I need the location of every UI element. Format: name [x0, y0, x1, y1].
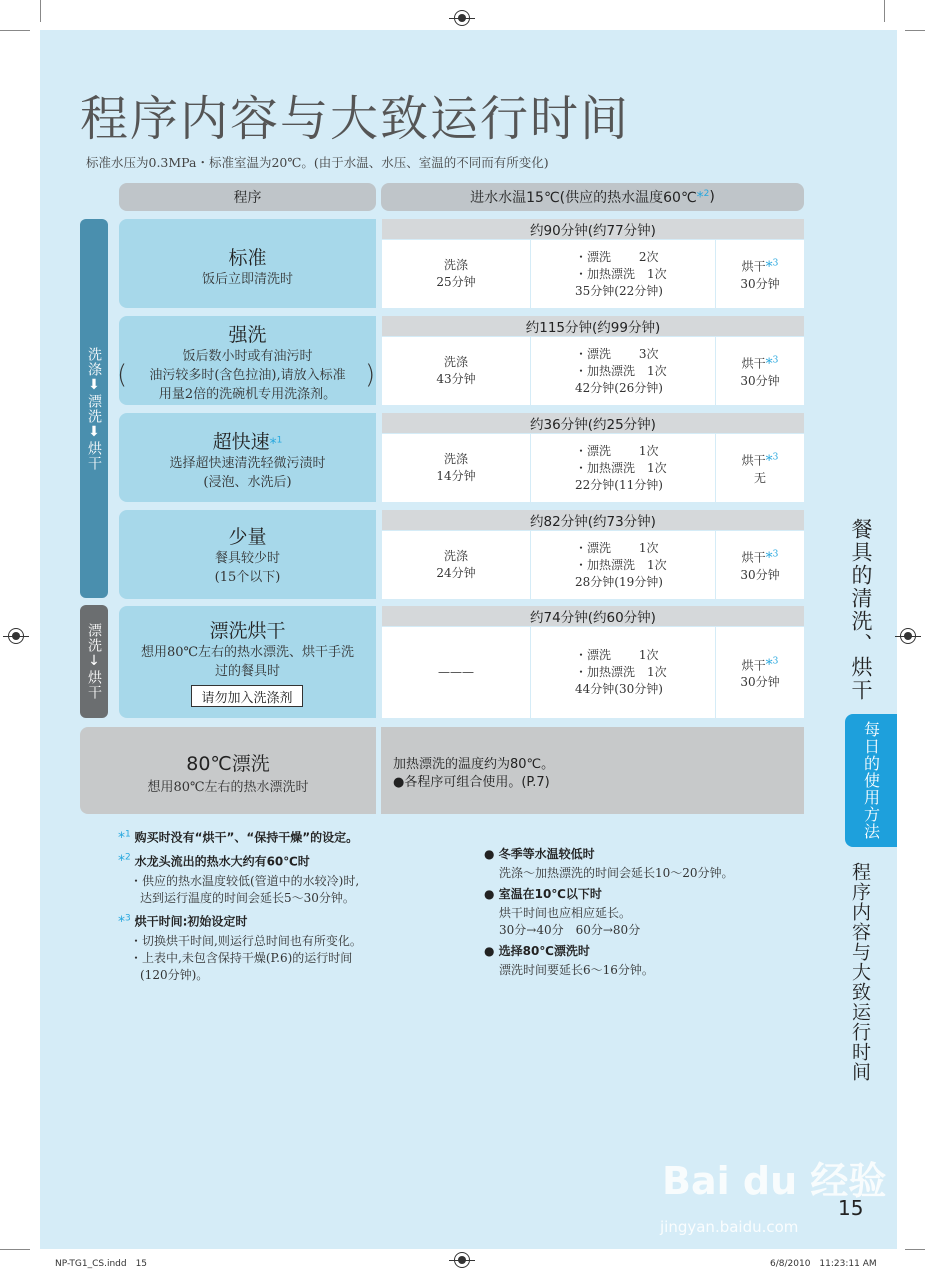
no-detergent-label: 请勿加入洗涤剂 [191, 685, 303, 707]
program-desc: 想用80℃左右的热水漂洗、烘干手洗 [140, 645, 355, 660]
side-section-title: 餐具的清洗、烘干 [849, 518, 873, 702]
registration-mark-icon [454, 1252, 470, 1268]
sidebar-rinse-dry: 漂洗↓烘干 [80, 605, 108, 718]
program-desc: 想用80℃左右的热水漂洗时 [147, 780, 309, 795]
program-name: 强洗 [228, 324, 267, 346]
duration-bar: 约36分钟(约25分钟) [382, 413, 804, 433]
registration-mark-icon [8, 628, 24, 644]
page-subtitle: 标准水压为0.3MPa・标准室温为20℃。(由于水温、水压、室温的不同而有所变化) [86, 155, 549, 170]
dry-cell: 烘干*$^3$ 30分钟 [716, 337, 804, 405]
wash-cell: 洗涤 14分钟 [382, 434, 530, 502]
crop-mark [0, 1249, 30, 1250]
wash-cell: ——— [382, 627, 530, 718]
registration-mark-icon [454, 10, 470, 26]
program-desc: (15个以下) [214, 570, 281, 585]
program-name: 标准 [228, 247, 267, 269]
crop-mark [905, 30, 925, 31]
asterisk-icon: *$^3$ [765, 656, 779, 674]
asterisk-icon: *$^1$ [269, 435, 283, 452]
program-name: 80℃漂洗 [186, 753, 270, 775]
registration-mark-icon [900, 628, 916, 644]
dry-cell: 烘干*$^3$ 30分钟 [716, 531, 804, 599]
baidu-watermark-url: jingyan.baidu.com [660, 1218, 799, 1236]
program-name: 少量 [228, 526, 267, 548]
dry-cell: 烘干*$^3$ 无 [716, 434, 804, 502]
wash-cell: 洗涤 25分钟 [382, 240, 530, 308]
side-tab-daily-use[interactable]: 每日的使用方法 [845, 714, 897, 847]
asterisk-icon: *$^3$ [765, 452, 779, 469]
baidu-watermark-logo: Bai du 经验 [662, 1159, 887, 1203]
footer-file: NP-TG1_CS.indd 15 [55, 1259, 148, 1269]
program-intensive [119, 316, 376, 405]
program-desc: 用量2倍的洗碗机专用洗涤剂。 [158, 387, 337, 402]
asterisk-icon: *$^3$ [765, 549, 779, 566]
program-80c-info: 加热漂洗的温度约为80℃。 ●各程序可组合使用。(P.7) [381, 727, 804, 814]
program-desc: 油污较多时(含色拉油),请放入标准 [149, 368, 346, 383]
duration-bar: 约82分钟(约73分钟) [382, 510, 804, 530]
bracket-left: ( [117, 360, 128, 390]
dry-cell: 烘干*$^3$ 30分钟 [716, 627, 804, 718]
program-standard [119, 219, 376, 308]
rinse-cell: ・漂洗 1次 ・加热漂洗 1次 22分钟(11分钟) [531, 434, 715, 502]
crop-mark [884, 0, 885, 22]
header-temperature: 进水水温15℃(供应的热水温度60℃ *$^2$ ) [381, 183, 804, 211]
program-80c-rinse [80, 727, 376, 814]
wash-cell: 洗涤 24分钟 [382, 531, 530, 599]
program-quick [119, 413, 376, 502]
notes-right: ● 冬季等水温较低时 洗涤～加热漂洗的时间会延长10～20分钟。 ● 室温在10℃以下时 烘干时间也应相应延长。 30分→40分 60分→80分 ● 选择80℃漂洗时 漂洗时间要延长6～16分钟。 [484, 847, 734, 977]
program-light [119, 510, 376, 599]
program-desc: 过的餐具时 [214, 664, 280, 679]
rinse-cell: ・漂洗 2次 ・加热漂洗 1次 35分钟(22分钟) [531, 240, 715, 308]
wash-cell: 洗涤 43分钟 [382, 337, 530, 405]
sidebar-wash-rinse-dry: 洗涤⬇漂洗⬇烘干 [80, 219, 108, 598]
duration-bar: 约74分钟(约60分钟) [382, 606, 804, 626]
crop-mark [0, 30, 30, 31]
rinse-cell: ・漂洗 1次 ・加热漂洗 1次 28分钟(19分钟) [531, 531, 715, 599]
program-desc: 选择超快速清洗轻微污渍时 [169, 456, 326, 471]
program-desc: 饭后立即清洗时 [201, 272, 293, 287]
notes-left: *$^1$ 购买时没有“烘干”、“保持干燥”的设定。 *$^2$ 水龙头流出的热水大约有60℃时 ・供应的热水温度较低(管道中的水较冷)时, 达到运行温度的时间会延长5～30分钟。 *$^3$ 烘干时间:初始设定时 ・切换烘干时间,则运行总时间也有所变化。 ・上表中,未包含保持干燥(P.6)的运行时间 (120分钟)。 [118, 829, 362, 982]
asterisk-icon: *$^2$ [696, 188, 710, 206]
asterisk-icon: *$^3$ [118, 913, 131, 930]
program-desc: (浸泡、水洗后) [203, 475, 292, 490]
program-name: 漂洗烘干 [209, 620, 286, 642]
dry-cell: 烘干*$^3$ 30分钟 [716, 240, 804, 308]
header-program: 程序 [119, 183, 376, 211]
footer-timestamp: 6/8/2010 11:23:11 AM [770, 1259, 877, 1269]
rinse-cell: ・漂洗 3次 ・加热漂洗 1次 42分钟(26分钟) [531, 337, 715, 405]
page-number: 15 [838, 1196, 864, 1220]
duration-bar: 约90分钟(约77分钟) [382, 219, 804, 239]
asterisk-icon: *$^2$ [118, 852, 131, 870]
duration-bar: 约115分钟(约99分钟) [382, 316, 804, 336]
side-page-title: 程序内容与大致运行时间 [849, 862, 871, 1082]
bracket-right: ) [365, 360, 376, 390]
crop-mark [40, 0, 41, 22]
asterisk-icon: *$^3$ [765, 355, 779, 372]
program-desc: 饭后数小时或有油污时 [182, 349, 313, 364]
asterisk-icon: *$^1$ [118, 829, 131, 846]
rinse-cell: ・漂洗 1次 ・加热漂洗 1次 44分钟(30分钟) [531, 627, 715, 718]
crop-mark [905, 1249, 925, 1250]
asterisk-icon: *$^3$ [765, 258, 779, 275]
program-name: 超快速*$^1$ [212, 431, 283, 453]
program-desc: 餐具较少时 [214, 551, 280, 566]
page-title: 程序内容与大致运行时间 [80, 91, 631, 147]
